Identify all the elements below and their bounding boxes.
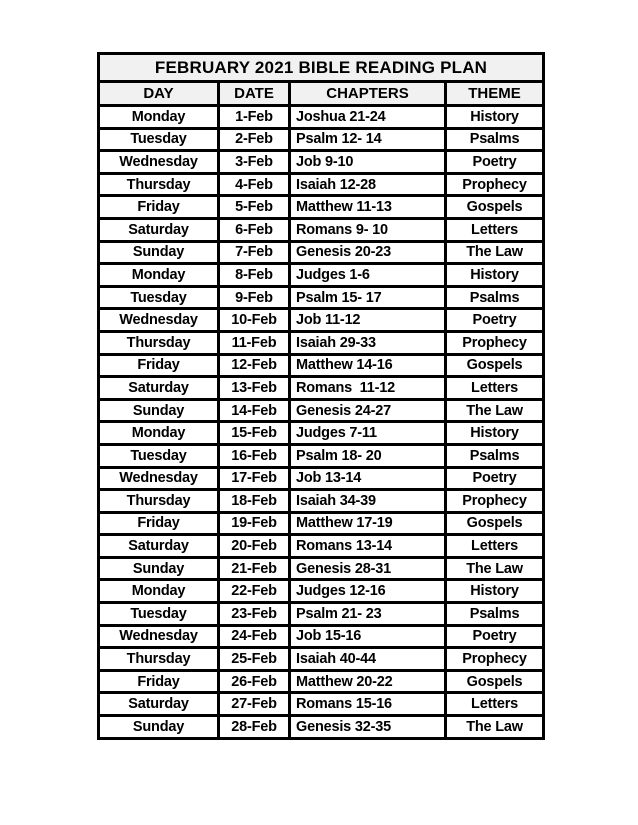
table-row xyxy=(99,286,544,309)
date-cell: 27-Feb xyxy=(219,693,290,716)
date-cell: 3-Feb xyxy=(219,151,290,174)
day-cell: Wednesday xyxy=(99,309,219,332)
day-cell: Friday xyxy=(99,512,219,535)
date-cell: 19-Feb xyxy=(219,512,290,535)
table-row xyxy=(99,173,544,196)
date-cell: 11-Feb xyxy=(219,331,290,354)
day-cell: Tuesday xyxy=(99,444,219,467)
theme-cell: The Law xyxy=(446,241,544,264)
date-cell: 24-Feb xyxy=(219,625,290,648)
day-cell: Tuesday xyxy=(99,603,219,626)
day-cell: Wednesday xyxy=(99,151,219,174)
chapters-cell: Joshua 21-24 xyxy=(290,106,446,129)
theme-cell: Gospels xyxy=(446,670,544,693)
table-row xyxy=(99,106,544,129)
theme-cell: History xyxy=(446,422,544,445)
chapters-cell: Genesis 24-27 xyxy=(290,399,446,422)
table-row xyxy=(99,354,544,377)
day-cell: Saturday xyxy=(99,218,219,241)
chapters-cell: Psalm 18- 20 xyxy=(290,444,446,467)
day-cell: Tuesday xyxy=(99,128,219,151)
theme-cell: The Law xyxy=(446,557,544,580)
chapters-cell: Isaiah 29-33 xyxy=(290,331,446,354)
theme-cell: Prophecy xyxy=(446,648,544,671)
chapters-cell: Matthew 11-13 xyxy=(290,196,446,219)
table-row xyxy=(99,331,544,354)
date-cell: 2-Feb xyxy=(219,128,290,151)
chapters-cell: Isaiah 40-44 xyxy=(290,648,446,671)
table-row xyxy=(99,716,544,739)
chapters-cell: Judges 7-11 xyxy=(290,422,446,445)
theme-cell: Poetry xyxy=(446,309,544,332)
date-cell: 7-Feb xyxy=(219,241,290,264)
table-row xyxy=(99,670,544,693)
chapters-cell: Job 13-14 xyxy=(290,467,446,490)
theme-cell: Prophecy xyxy=(446,490,544,513)
chapters-cell: Psalm 12- 14 xyxy=(290,128,446,151)
day-cell: Sunday xyxy=(99,241,219,264)
day-cell: Thursday xyxy=(99,490,219,513)
day-cell: Sunday xyxy=(99,716,219,739)
theme-cell: Gospels xyxy=(446,512,544,535)
chapters-cell: Genesis 32-35 xyxy=(290,716,446,739)
date-cell: 14-Feb xyxy=(219,399,290,422)
theme-cell: Letters xyxy=(446,218,544,241)
table-row xyxy=(99,196,544,219)
date-cell: 5-Feb xyxy=(219,196,290,219)
theme-cell: Psalms xyxy=(446,128,544,151)
table-row xyxy=(99,444,544,467)
chapters-cell: Matthew 14-16 xyxy=(290,354,446,377)
column-header-theme: THEME xyxy=(446,82,544,106)
chapters-cell: Genesis 28-31 xyxy=(290,557,446,580)
table-row xyxy=(99,151,544,174)
chapters-cell: Isaiah 12-28 xyxy=(290,173,446,196)
chapters-cell: Judges 1-6 xyxy=(290,264,446,287)
chapters-cell: Genesis 20-23 xyxy=(290,241,446,264)
chapters-cell: Psalm 15- 17 xyxy=(290,286,446,309)
date-cell: 23-Feb xyxy=(219,603,290,626)
theme-cell: Poetry xyxy=(446,151,544,174)
theme-cell: Psalms xyxy=(446,603,544,626)
table-row xyxy=(99,535,544,558)
theme-cell: Prophecy xyxy=(446,331,544,354)
theme-cell: Poetry xyxy=(446,625,544,648)
table-row xyxy=(99,218,544,241)
theme-cell: Psalms xyxy=(446,286,544,309)
table-row xyxy=(99,648,544,671)
chapters-cell: Job 11-12 xyxy=(290,309,446,332)
day-cell: Thursday xyxy=(99,331,219,354)
day-cell: Wednesday xyxy=(99,625,219,648)
column-header-row xyxy=(99,82,544,106)
table-title: FEBRUARY 2021 BIBLE READING PLAN xyxy=(99,54,544,82)
chapters-cell: Romans 11-12 xyxy=(290,377,446,400)
day-cell: Saturday xyxy=(99,535,219,558)
date-cell: 15-Feb xyxy=(219,422,290,445)
theme-cell: The Law xyxy=(446,716,544,739)
date-cell: 4-Feb xyxy=(219,173,290,196)
table-row xyxy=(99,467,544,490)
table-row xyxy=(99,377,544,400)
chapters-cell: Psalm 21- 23 xyxy=(290,603,446,626)
day-cell: Friday xyxy=(99,670,219,693)
table-row xyxy=(99,399,544,422)
chapters-cell: Matthew 20-22 xyxy=(290,670,446,693)
day-cell: Monday xyxy=(99,264,219,287)
chapters-cell: Matthew 17-19 xyxy=(290,512,446,535)
chapters-cell: Romans 13-14 xyxy=(290,535,446,558)
title-row xyxy=(99,54,544,82)
day-cell: Sunday xyxy=(99,399,219,422)
date-cell: 1-Feb xyxy=(219,106,290,129)
column-header-day: DAY xyxy=(99,82,219,106)
table-row xyxy=(99,422,544,445)
chapters-cell: Job 15-16 xyxy=(290,625,446,648)
day-cell: Sunday xyxy=(99,557,219,580)
date-cell: 21-Feb xyxy=(219,557,290,580)
theme-cell: The Law xyxy=(446,399,544,422)
reading-plan-table xyxy=(97,52,545,740)
chapters-cell: Isaiah 34-39 xyxy=(290,490,446,513)
chapters-cell: Job 9-10 xyxy=(290,151,446,174)
day-cell: Saturday xyxy=(99,377,219,400)
chapters-cell: Judges 12-16 xyxy=(290,580,446,603)
date-cell: 12-Feb xyxy=(219,354,290,377)
theme-cell: Poetry xyxy=(446,467,544,490)
theme-cell: Prophecy xyxy=(446,173,544,196)
day-cell: Monday xyxy=(99,580,219,603)
date-cell: 18-Feb xyxy=(219,490,290,513)
theme-cell: History xyxy=(446,106,544,129)
date-cell: 8-Feb xyxy=(219,264,290,287)
table-row xyxy=(99,625,544,648)
day-cell: Thursday xyxy=(99,173,219,196)
theme-cell: History xyxy=(446,264,544,287)
date-cell: 9-Feb xyxy=(219,286,290,309)
day-cell: Monday xyxy=(99,106,219,129)
date-cell: 22-Feb xyxy=(219,580,290,603)
column-header-date: DATE xyxy=(219,82,290,106)
day-cell: Monday xyxy=(99,422,219,445)
date-cell: 13-Feb xyxy=(219,377,290,400)
table-row xyxy=(99,580,544,603)
table-row xyxy=(99,512,544,535)
date-cell: 28-Feb xyxy=(219,716,290,739)
chapters-cell: Romans 15-16 xyxy=(290,693,446,716)
day-cell: Friday xyxy=(99,196,219,219)
date-cell: 10-Feb xyxy=(219,309,290,332)
date-cell: 26-Feb xyxy=(219,670,290,693)
theme-cell: Letters xyxy=(446,535,544,558)
table-row xyxy=(99,603,544,626)
date-cell: 16-Feb xyxy=(219,444,290,467)
theme-cell: Gospels xyxy=(446,354,544,377)
table-row xyxy=(99,241,544,264)
table-row xyxy=(99,309,544,332)
table-row xyxy=(99,128,544,151)
theme-cell: Psalms xyxy=(446,444,544,467)
day-cell: Friday xyxy=(99,354,219,377)
table-row xyxy=(99,264,544,287)
day-cell: Tuesday xyxy=(99,286,219,309)
chapters-cell: Romans 9- 10 xyxy=(290,218,446,241)
date-cell: 25-Feb xyxy=(219,648,290,671)
day-cell: Wednesday xyxy=(99,467,219,490)
date-cell: 20-Feb xyxy=(219,535,290,558)
theme-cell: Letters xyxy=(446,377,544,400)
day-cell: Saturday xyxy=(99,693,219,716)
table-row xyxy=(99,557,544,580)
date-cell: 17-Feb xyxy=(219,467,290,490)
theme-cell: Letters xyxy=(446,693,544,716)
date-cell: 6-Feb xyxy=(219,218,290,241)
theme-cell: Gospels xyxy=(446,196,544,219)
table-row xyxy=(99,490,544,513)
theme-cell: History xyxy=(446,580,544,603)
table-row xyxy=(99,693,544,716)
column-header-chapters: CHAPTERS xyxy=(290,82,446,106)
day-cell: Thursday xyxy=(99,648,219,671)
